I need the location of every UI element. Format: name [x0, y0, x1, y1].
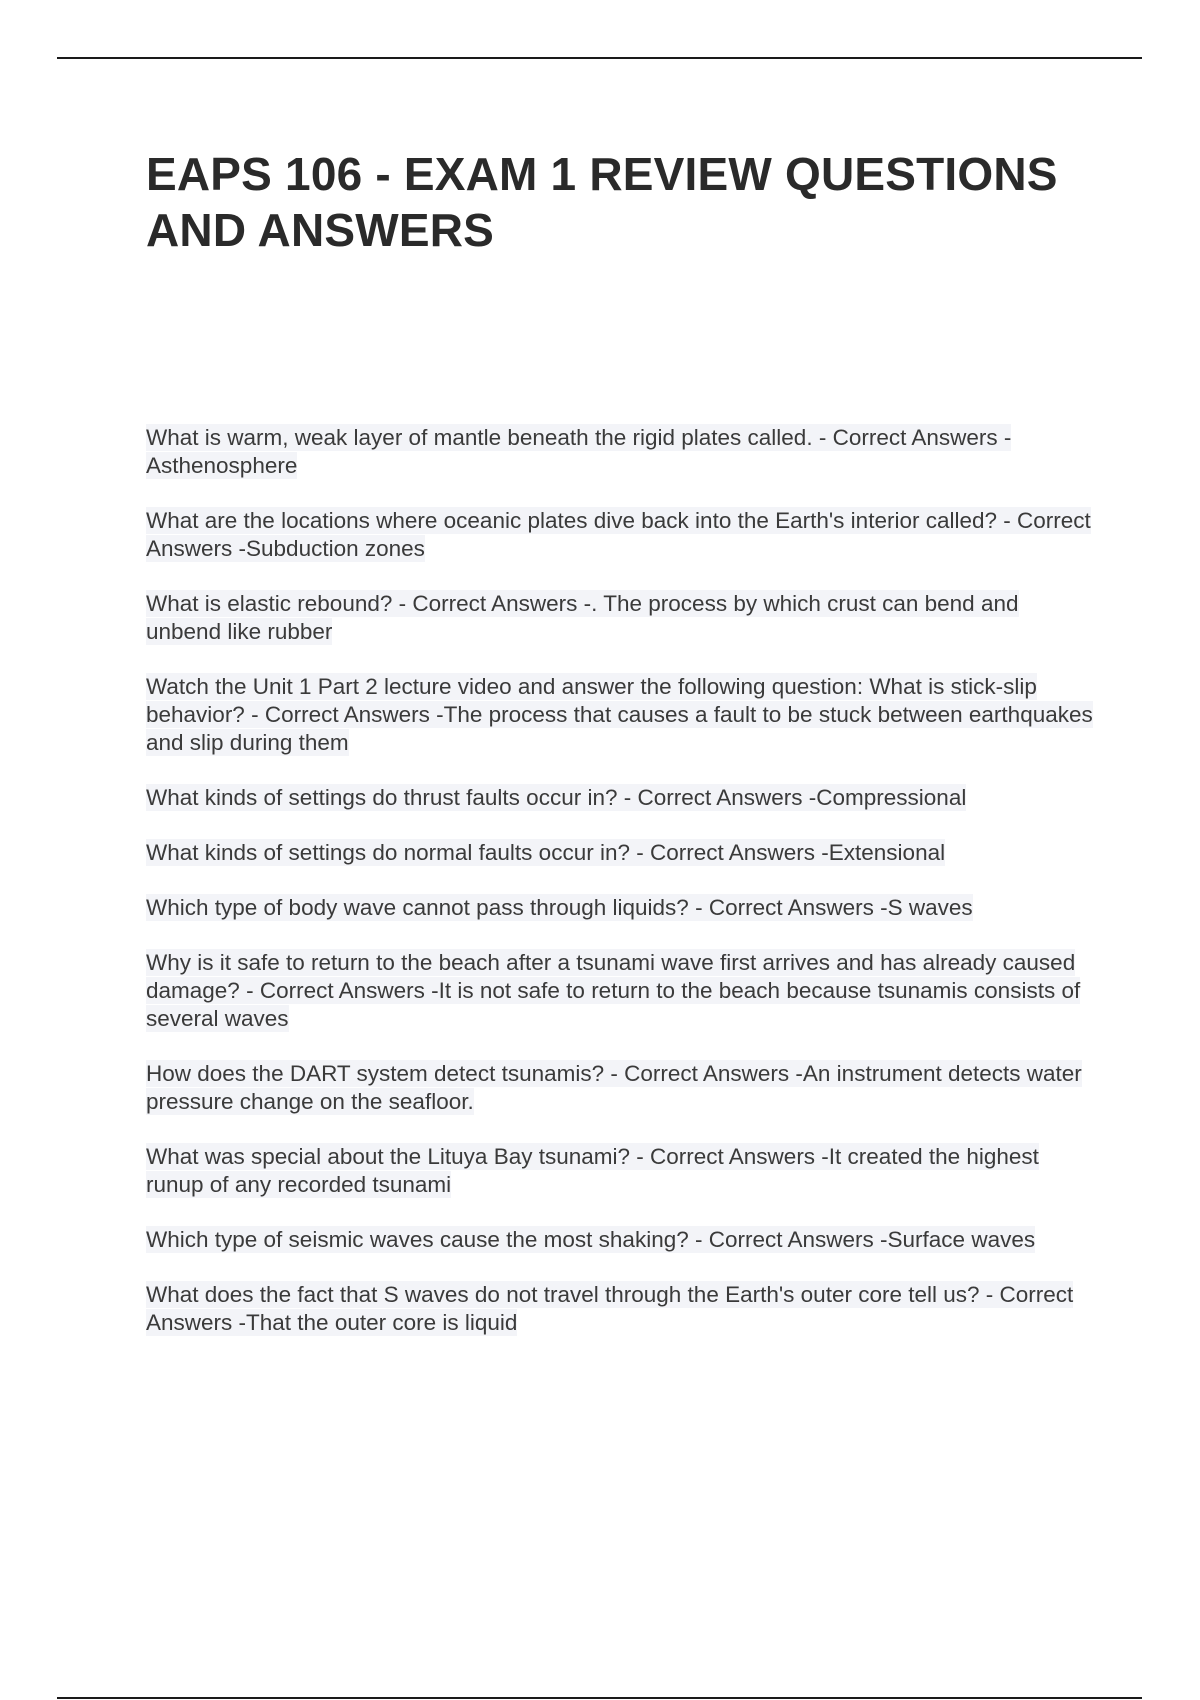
qa-item — [146, 673, 1096, 757]
qa-item — [146, 424, 1096, 480]
qa-item-text: What is elastic rebound? - Correct Answers -. The process by which crust can bend and unbend like rubber — [146, 591, 1019, 644]
qa-item-text: Watch the Unit 1 Part 2 lecture video and answer the following question: What is stick-slip behavior? - Correct Answers -The process that causes a fault to be stuck between earthquakes and slip during them — [146, 674, 1093, 755]
qa-item — [146, 1281, 1096, 1337]
qa-item — [146, 839, 1096, 867]
qa-list — [146, 424, 1096, 1364]
qa-item — [146, 1060, 1096, 1116]
qa-item — [146, 894, 1096, 922]
qa-item-text: What is warm, weak layer of mantle beneath the rigid plates called. - Correct Answers - Asthenosphere — [146, 425, 1012, 478]
bottom-divider — [57, 1697, 1142, 1699]
qa-item-text: What are the locations where oceanic plates dive back into the Earth's interior called? - Correct Answers -Subduction zones — [146, 508, 1091, 561]
qa-item — [146, 784, 1096, 812]
qa-item-text: What kinds of settings do thrust faults occur in? - Correct Answers -Compressional — [146, 785, 967, 810]
qa-item — [146, 590, 1096, 646]
qa-item — [146, 1226, 1096, 1254]
qa-item-text: What does the fact that S waves do not travel through the Earth's outer core tell us? - Correct Answers -That the outer core is liquid — [146, 1282, 1074, 1335]
qa-item — [146, 507, 1096, 563]
top-divider — [57, 57, 1142, 59]
qa-item-text: What kinds of settings do normal faults occur in? - Correct Answers -Extensional — [146, 840, 946, 865]
qa-item-text: Which type of seismic waves cause the most shaking? - Correct Answers -Surface waves — [146, 1227, 1036, 1252]
qa-item-text: How does the DART system detect tsunamis? - Correct Answers -An instrument detects water pressure change on the seafloor. — [146, 1061, 1082, 1114]
qa-item-text: What was special about the Lituya Bay tsunami? - Correct Answers -It created the highest runup of any recorded tsunami — [146, 1144, 1039, 1197]
qa-item-text: Which type of body wave cannot pass through liquids? - Correct Answers -S waves — [146, 895, 973, 920]
qa-item — [146, 1143, 1096, 1199]
qa-item — [146, 949, 1096, 1033]
document-title: EAPS 106 - EXAM 1 REVIEW QUESTIONS AND ANSWERS — [146, 148, 1058, 256]
qa-item-text: Why is it safe to return to the beach after a tsunami wave first arrives and has already caused damage? - Correct Answers -It is not safe to return to the beach because tsunamis consists of several waves — [146, 950, 1081, 1031]
